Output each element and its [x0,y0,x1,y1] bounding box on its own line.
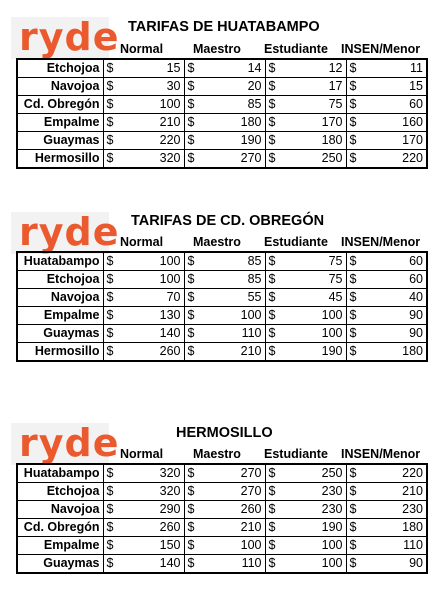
currency-symbol: $ [187,520,195,534]
fare-value: 130 [159,308,181,322]
currency-symbol: $ [187,79,195,93]
fare-cell [346,252,427,271]
destination-city: Navojoa [17,78,103,96]
fare-cell [103,289,184,307]
fare-cell [346,289,427,307]
currency-symbol: $ [349,79,357,93]
fare-value: 100 [321,326,343,340]
fare-value: 260 [159,520,181,534]
fare-cell [103,78,184,96]
column-header-estudiante: Estudiante [264,447,328,461]
currency-symbol: $ [106,502,114,516]
fare-cell [346,519,427,537]
table-row [17,59,427,78]
currency-symbol: $ [349,254,357,268]
currency-symbol: $ [268,344,276,358]
currency-symbol: $ [349,556,357,570]
currency-symbol: $ [187,133,195,147]
fare-value: 14 [247,61,262,75]
fare-cell [265,271,346,289]
fare-cell [346,555,427,574]
table-row [17,252,427,271]
currency-symbol: $ [268,466,276,480]
fare-cell [184,289,265,307]
fare-value: 230 [402,502,423,516]
table-row [17,343,427,362]
fare-cell [184,132,265,150]
fare-cell [346,150,427,169]
currency-symbol: $ [187,254,195,268]
fare-value: 210 [240,344,262,358]
fare-value: 45 [328,290,343,304]
currency-symbol: $ [268,97,276,111]
table-row [17,289,427,307]
fare-table [16,463,428,574]
destination-city: Etchojoa [17,271,103,289]
fare-cell [346,464,427,483]
fare-value: 60 [409,272,423,286]
table-row [17,537,427,555]
fare-cell [184,307,265,325]
table-row [17,501,427,519]
fare-value: 90 [409,308,423,322]
destination-city: Guaymas [17,132,103,150]
fare-value: 100 [240,308,262,322]
fare-value: 15 [166,61,181,75]
fare-cell [103,519,184,537]
fare-value: 30 [166,79,181,93]
currency-symbol: $ [187,538,195,552]
fare-value: 180 [402,344,423,358]
currency-symbol: $ [187,326,195,340]
fare-value: 12 [328,61,343,75]
fare-value: 220 [402,151,423,165]
table-row [17,114,427,132]
fare-cell [265,96,346,114]
fare-value: 220 [159,133,181,147]
currency-symbol: $ [106,520,114,534]
fare-value: 20 [247,79,262,93]
currency-symbol: $ [106,484,114,498]
currency-symbol: $ [349,308,357,322]
fare-value: 17 [328,79,343,93]
currency-symbol: $ [268,520,276,534]
fare-value: 180 [321,133,343,147]
fare-value: 40 [409,290,423,304]
currency-symbol: $ [187,97,195,111]
fare-cell [184,343,265,362]
currency-symbol: $ [349,344,357,358]
fare-value: 90 [409,556,423,570]
fare-cell [265,114,346,132]
column-header-estudiante: Estudiante [264,42,328,56]
destination-city: Cd. Obregón [17,519,103,537]
fare-cell [265,150,346,169]
currency-symbol: $ [349,61,357,75]
currency-symbol: $ [106,61,114,75]
currency-symbol: $ [268,484,276,498]
currency-symbol: $ [349,326,357,340]
fare-cell [265,307,346,325]
fare-cell [346,78,427,96]
fare-cell [346,59,427,78]
table-row [17,78,427,96]
fare-value: 260 [240,502,262,516]
table-row [17,483,427,501]
fare-value: 210 [402,484,423,498]
currency-symbol: $ [349,466,357,480]
table-row [17,555,427,574]
currency-symbol: $ [268,254,276,268]
fare-cell [265,501,346,519]
currency-symbol: $ [106,151,114,165]
currency-symbol: $ [268,290,276,304]
fare-value: 100 [321,308,343,322]
fare-value: 170 [402,133,423,147]
fare-value: 100 [321,556,343,570]
currency-symbol: $ [106,290,114,304]
table-row [17,132,427,150]
fare-value: 320 [159,466,181,480]
fare-value: 320 [159,151,181,165]
fare-value: 290 [159,502,181,516]
ryde-logo: ryde [11,17,109,59]
fare-value: 230 [321,484,343,498]
fare-cell [265,483,346,501]
fare-cell [265,252,346,271]
currency-symbol: $ [106,115,114,129]
fare-value: 210 [159,115,181,129]
fare-value: 75 [328,97,343,111]
fare-cell [265,537,346,555]
fare-cell [103,343,184,362]
fare-cell [103,96,184,114]
fare-cell [103,501,184,519]
fare-value: 110 [241,556,262,570]
destination-city: Navojoa [17,289,103,307]
fare-cell [346,307,427,325]
destination-city: Empalme [17,537,103,555]
currency-symbol: $ [187,556,195,570]
table-row [17,307,427,325]
destination-city: Hermosillo [17,343,103,362]
fare-cell [103,325,184,343]
destination-city: Cd. Obregón [17,96,103,114]
fare-value: 320 [159,484,181,498]
currency-symbol: $ [106,344,114,358]
currency-symbol: $ [268,556,276,570]
column-header-insen: INSEN/Menor [341,235,421,249]
fare-cell [103,59,184,78]
table-row [17,325,427,343]
fare-value: 85 [247,97,262,111]
column-header-estudiante: Estudiante [264,235,328,249]
fare-value: 100 [240,538,262,552]
fare-cell [184,501,265,519]
currency-symbol: $ [268,538,276,552]
fare-value: 110 [241,326,262,340]
fare-value: 100 [159,254,181,268]
fare-cell [184,150,265,169]
fare-value: 190 [321,344,343,358]
destination-city: Etchojoa [17,59,103,78]
fare-value: 70 [166,290,181,304]
fare-cell [184,464,265,483]
fare-value: 210 [240,520,262,534]
currency-symbol: $ [106,466,114,480]
table-row [17,96,427,114]
currency-symbol: $ [187,466,195,480]
fare-value: 270 [240,151,262,165]
fare-cell [184,271,265,289]
fare-cell [184,114,265,132]
fare-cell [184,519,265,537]
ryde-logo: ryde [11,212,109,254]
section-title: TARIFAS DE CD. OBREGÓN [131,213,325,229]
ryde-logo: ryde [11,423,109,465]
fare-value: 160 [402,115,423,129]
fare-cell [103,483,184,501]
fare-cell [103,307,184,325]
currency-symbol: $ [268,61,276,75]
fare-cell [184,96,265,114]
fare-cell [265,325,346,343]
fare-cell [103,464,184,483]
table-row [17,519,427,537]
destination-city: Guaymas [17,325,103,343]
currency-symbol: $ [187,502,195,516]
currency-symbol: $ [268,272,276,286]
destination-city: Huatabampo [17,464,103,483]
currency-symbol: $ [268,133,276,147]
currency-symbol: $ [187,484,195,498]
fare-value: 190 [240,133,262,147]
fare-value: 75 [328,254,343,268]
currency-symbol: $ [187,290,195,304]
currency-symbol: $ [268,308,276,322]
fare-value: 100 [321,538,343,552]
fare-value: 180 [402,520,423,534]
fare-cell [184,59,265,78]
fare-value: 100 [159,272,181,286]
currency-symbol: $ [106,79,114,93]
fare-value: 270 [240,466,262,480]
currency-symbol: $ [106,538,114,552]
fare-cell [346,501,427,519]
fare-cell [103,114,184,132]
fare-value: 250 [321,466,343,480]
column-header-maestro: Maestro [193,235,241,249]
table-row [17,271,427,289]
currency-symbol: $ [268,151,276,165]
fare-value: 60 [409,97,423,111]
currency-symbol: $ [106,556,114,570]
currency-symbol: $ [106,272,114,286]
table-row [17,464,427,483]
currency-symbol: $ [187,308,195,322]
fare-value: 230 [321,502,343,516]
currency-symbol: $ [349,151,357,165]
fare-value: 110 [403,538,423,552]
fare-cell [346,325,427,343]
destination-city: Navojoa [17,501,103,519]
currency-symbol: $ [187,61,195,75]
fare-cell [184,483,265,501]
fare-value: 270 [240,484,262,498]
currency-symbol: $ [268,79,276,93]
fare-cell [265,78,346,96]
column-header-maestro: Maestro [193,447,241,461]
fare-cell [184,555,265,574]
fare-cell [265,132,346,150]
column-header-normal: Normal [120,447,164,461]
column-header-insen: INSEN/Menor [341,447,421,461]
destination-city: Huatabampo [17,252,103,271]
destination-city: Hermosillo [17,150,103,169]
currency-symbol: $ [106,133,114,147]
currency-symbol: $ [349,115,357,129]
fare-value: 90 [409,326,423,340]
currency-symbol: $ [349,538,357,552]
fare-cell [346,271,427,289]
fare-cell [265,519,346,537]
destination-city: Etchojoa [17,483,103,501]
currency-symbol: $ [187,272,195,286]
fare-cell [103,132,184,150]
fare-value: 85 [247,272,262,286]
fare-value: 250 [321,151,343,165]
currency-symbol: $ [349,272,357,286]
currency-symbol: $ [106,308,114,322]
fare-cell [184,252,265,271]
fare-value: 55 [247,290,262,304]
fare-cell [346,132,427,150]
fare-cell [265,59,346,78]
currency-symbol: $ [187,115,195,129]
fare-value: 170 [321,115,343,129]
currency-symbol: $ [106,97,114,111]
column-header-maestro: Maestro [193,42,241,56]
fare-cell [103,271,184,289]
currency-symbol: $ [349,290,357,304]
currency-symbol: $ [106,254,114,268]
currency-symbol: $ [349,484,357,498]
currency-symbol: $ [268,326,276,340]
fare-cell [184,537,265,555]
fare-cell [346,483,427,501]
fare-cell [184,78,265,96]
currency-symbol: $ [268,115,276,129]
fare-value: 60 [409,254,423,268]
column-header-normal: Normal [120,42,164,56]
table-row [17,150,427,169]
fare-cell [103,252,184,271]
section-title: HERMOSILLO [176,425,273,441]
fare-value: 100 [159,97,181,111]
fare-cell [184,325,265,343]
column-header-insen: INSEN/Menor [341,42,421,56]
column-header-normal: Normal [120,235,164,249]
fare-cell [103,555,184,574]
fare-value: 75 [328,272,343,286]
fare-value: 190 [321,520,343,534]
fare-value: 180 [240,115,262,129]
fare-value: 85 [247,254,262,268]
fare-cell [346,343,427,362]
fare-cell [346,96,427,114]
currency-symbol: $ [349,133,357,147]
fare-cell [265,343,346,362]
fare-value: 260 [159,344,181,358]
fare-table [16,58,428,169]
fare-cell [265,555,346,574]
section-title: TARIFAS DE HUATABAMPO [128,19,320,35]
fare-value: 15 [409,79,423,93]
currency-symbol: $ [349,502,357,516]
fare-cell [265,464,346,483]
currency-symbol: $ [187,151,195,165]
fare-value: 11 [410,61,423,75]
fare-value: 140 [159,556,181,570]
currency-symbol: $ [349,520,357,534]
fare-cell [103,537,184,555]
currency-symbol: $ [268,502,276,516]
destination-city: Guaymas [17,555,103,574]
destination-city: Empalme [17,307,103,325]
destination-city: Empalme [17,114,103,132]
currency-symbol: $ [349,97,357,111]
fare-cell [265,289,346,307]
fare-value: 150 [159,538,181,552]
fare-table [16,251,428,362]
currency-symbol: $ [187,344,195,358]
currency-symbol: $ [106,326,114,340]
fare-value: 220 [402,466,423,480]
fare-cell [346,114,427,132]
fare-cell [103,150,184,169]
fare-value: 140 [159,326,181,340]
fare-cell [346,537,427,555]
